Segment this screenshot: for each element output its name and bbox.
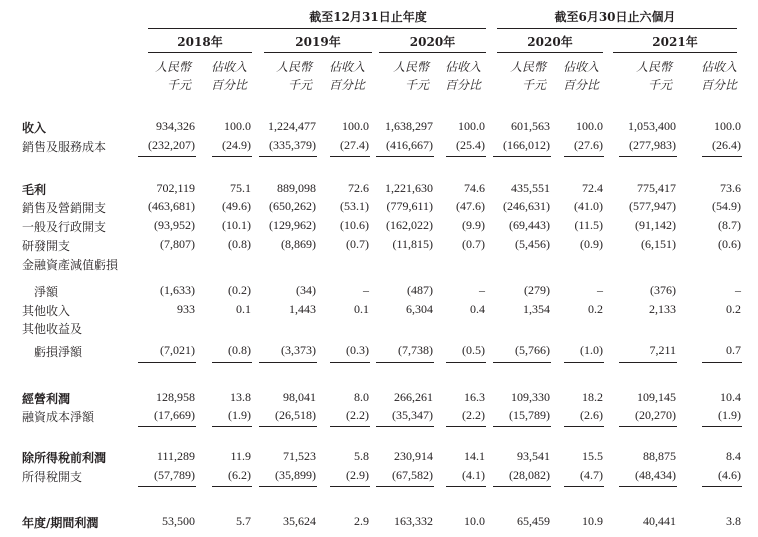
cell-amount: (93,952) [154, 218, 195, 232]
row-label: 其他收入 [22, 304, 71, 318]
cell-percent: (0.8) [228, 237, 251, 251]
cell-amount: (279) [524, 283, 550, 297]
rule-year-2020-interim [497, 52, 603, 53]
subtotal-rule [493, 362, 551, 363]
cell-percent: (26.4) [712, 138, 741, 152]
subheader-percent [197, 60, 247, 92]
subheader-rmb [141, 60, 191, 92]
subtotal-rule [619, 426, 677, 427]
subheader-percent [431, 60, 481, 92]
cell-amount: 40,441 [643, 514, 676, 528]
row-label: 融資成本淨額 [22, 410, 95, 424]
cell-percent: 100.0 [576, 119, 603, 133]
cell-percent: 0.1 [354, 302, 369, 316]
cell-amount: 111,289 [156, 449, 195, 463]
row-label: 銷售及服務成本 [22, 140, 107, 154]
cell-percent: 0.2 [726, 302, 741, 316]
cell-percent: 100.0 [714, 119, 741, 133]
cell-percent: 3.8 [726, 514, 741, 528]
subtotal-rule [376, 486, 434, 487]
subtotal-rule [212, 362, 252, 363]
cell-percent: 0.4 [470, 302, 485, 316]
cell-percent: (0.7) [462, 237, 485, 251]
row-label: 金融資產減值虧損 [22, 258, 119, 272]
cell-amount: (7,021) [160, 343, 195, 357]
cell-percent: (2.2) [346, 408, 369, 422]
cell-percent: 100.0 [342, 119, 369, 133]
cell-amount: (67,582) [392, 468, 433, 482]
cell-amount: (129,962) [269, 218, 316, 232]
cell-percent: (0.6) [718, 237, 741, 251]
cell-amount: 6,304 [406, 302, 433, 316]
cell-percent: 2.9 [354, 514, 369, 528]
cell-amount: 71,523 [283, 449, 316, 463]
header-group-interim: 截至6月30日止六個月 [554, 10, 676, 24]
subtotal-rule [259, 362, 317, 363]
subtotal-rule [702, 362, 742, 363]
cell-amount: 889,098 [277, 181, 316, 195]
rule-group-interim [497, 28, 737, 29]
cell-percent: – [363, 283, 369, 297]
cell-percent: 13.8 [230, 390, 251, 404]
cell-amount: (15,789) [509, 408, 550, 422]
cell-amount: 230,914 [394, 449, 433, 463]
cell-amount: (162,022) [386, 218, 433, 232]
cell-percent: (1.9) [718, 408, 741, 422]
cell-percent: (0.8) [228, 343, 251, 357]
cell-amount: 933 [177, 302, 195, 316]
cell-percent: (11.5) [574, 218, 603, 232]
cell-percent: (8.7) [718, 218, 741, 232]
cell-amount: (5,456) [515, 237, 550, 251]
cell-percent: 16.3 [464, 390, 485, 404]
cell-percent: 0.7 [726, 343, 741, 357]
cell-amount: (376) [650, 283, 676, 297]
cell-amount: 1,443 [289, 302, 316, 316]
subheader-line1: 人民幣 [154, 60, 191, 74]
year-2018: 2018年 [177, 35, 223, 49]
cell-amount: (5,766) [515, 343, 550, 357]
cell-percent: 8.0 [354, 390, 369, 404]
subtotal-rule [446, 362, 486, 363]
subtotal-rule [330, 486, 370, 487]
cell-amount: 109,330 [511, 390, 550, 404]
cell-amount: 128,958 [156, 390, 195, 404]
subtotal-rule [376, 362, 434, 363]
cell-percent: 10.0 [464, 514, 485, 528]
cell-amount: 35,624 [283, 514, 316, 528]
row-label: 銷售及營銷開支 [22, 201, 107, 215]
subheader-rmb [262, 60, 312, 92]
subtotal-rule [259, 426, 317, 427]
subtotal-rule [619, 156, 677, 157]
cell-percent: 14.1 [464, 449, 485, 463]
subtotal-rule [446, 486, 486, 487]
subtotal-rule [564, 486, 604, 487]
subheader-rmb [496, 60, 546, 92]
subheader-rmb [622, 60, 672, 92]
subheader-line2: 千元 [287, 78, 312, 92]
subheader-rmb [379, 60, 429, 92]
cell-percent: 75.1 [230, 181, 251, 195]
cell-percent: – [735, 283, 741, 297]
subtotal-rule [330, 426, 370, 427]
cell-amount: (487) [407, 283, 433, 297]
cell-percent: (1.0) [580, 343, 603, 357]
cell-percent: – [479, 283, 485, 297]
cell-percent: (9.9) [462, 218, 485, 232]
year-2019: 2019年 [295, 35, 341, 49]
cell-amount: 93,541 [517, 449, 550, 463]
subheader-line1: 佔收入 [562, 60, 599, 74]
cell-amount: (35,347) [392, 408, 433, 422]
cell-amount: (463,681) [148, 199, 195, 213]
subheader-line1: 佔收入 [700, 60, 737, 74]
cell-percent: (6.2) [228, 468, 251, 482]
cell-percent: (47.6) [456, 199, 485, 213]
cell-percent: (10.6) [340, 218, 369, 232]
rule-year-2018 [148, 52, 252, 53]
cell-percent: (2.9) [346, 468, 369, 482]
cell-amount: 88,875 [643, 449, 676, 463]
cell-percent: (1.9) [228, 408, 251, 422]
cell-amount: (650,262) [269, 199, 316, 213]
cell-amount: 702,119 [156, 181, 195, 195]
cell-percent: 5.7 [236, 514, 251, 528]
cell-percent: (2.2) [462, 408, 485, 422]
cell-amount: 1,638,297 [385, 119, 433, 133]
cell-amount: (335,379) [269, 138, 316, 152]
row-label: 一般及行政開支 [22, 220, 107, 234]
cell-amount: 775,417 [637, 181, 676, 195]
cell-percent: 100.0 [224, 119, 251, 133]
subtotal-rule [493, 426, 551, 427]
row-label: 收入 [22, 121, 47, 135]
subheader-line2: 百分比 [328, 78, 365, 92]
subheader-line2: 百分比 [210, 78, 247, 92]
cell-amount: (34) [296, 283, 316, 297]
cell-percent: (0.5) [462, 343, 485, 357]
cell-amount: (166,012) [503, 138, 550, 152]
row-label: 毛利 [22, 183, 47, 197]
subtotal-rule [702, 486, 742, 487]
subtotal-rule [259, 156, 317, 157]
subtotal-rule [446, 426, 486, 427]
row-label: 經營利潤 [22, 392, 71, 406]
cell-percent: (41.0) [574, 199, 603, 213]
cell-amount: (7,738) [398, 343, 433, 357]
row-label: 虧損淨額 [34, 345, 83, 359]
cell-amount: 1,053,400 [628, 119, 676, 133]
cell-amount: 1,224,477 [268, 119, 316, 133]
cell-amount: (91,142) [635, 218, 676, 232]
cell-amount: (20,270) [635, 408, 676, 422]
cell-amount: (26,518) [275, 408, 316, 422]
rule-year-2020 [379, 52, 486, 53]
cell-amount: (277,983) [629, 138, 676, 152]
cell-percent: 11.9 [230, 449, 251, 463]
subheader-percent [687, 60, 737, 92]
subheader-line1: 佔收入 [328, 60, 365, 74]
subtotal-rule [564, 156, 604, 157]
subtotal-rule [330, 362, 370, 363]
subtotal-rule [259, 486, 317, 487]
cell-amount: 2,133 [649, 302, 676, 316]
subheader-line1: 人民幣 [392, 60, 429, 74]
cell-amount: 934,326 [156, 119, 195, 133]
cell-percent: 72.6 [348, 181, 369, 195]
cell-percent: (10.1) [222, 218, 251, 232]
cell-amount: 7,211 [649, 343, 676, 357]
subtotal-rule [446, 156, 486, 157]
cell-percent: (24.9) [222, 138, 251, 152]
rule-year-2021-interim [613, 52, 737, 53]
cell-percent: 8.4 [726, 449, 741, 463]
cell-percent: (0.7) [346, 237, 369, 251]
cell-percent: (54.9) [712, 199, 741, 213]
cell-amount: (28,082) [509, 468, 550, 482]
cell-amount: (232,207) [148, 138, 195, 152]
row-label: 所得稅開支 [22, 470, 83, 484]
subheader-line1: 人民幣 [635, 60, 672, 74]
cell-amount: (6,151) [641, 237, 676, 251]
subtotal-rule [138, 362, 196, 363]
subheader-line2: 千元 [647, 78, 672, 92]
cell-amount: (69,443) [509, 218, 550, 232]
cell-percent: 0.2 [588, 302, 603, 316]
cell-amount: (3,373) [281, 343, 316, 357]
subtotal-rule [619, 362, 677, 363]
cell-amount: (577,947) [629, 199, 676, 213]
cell-percent: 18.2 [582, 390, 603, 404]
cell-percent: (25.4) [456, 138, 485, 152]
rule-year-2019 [264, 52, 372, 53]
subtotal-rule [212, 156, 252, 157]
subtotal-rule [376, 156, 434, 157]
cell-percent: 100.0 [458, 119, 485, 133]
cell-amount: (48,434) [635, 468, 676, 482]
cell-percent: 10.9 [582, 514, 603, 528]
cell-percent: (4.6) [718, 468, 741, 482]
subtotal-rule [138, 486, 196, 487]
cell-percent: (4.1) [462, 468, 485, 482]
cell-percent: 72.4 [582, 181, 603, 195]
cell-amount: (416,667) [386, 138, 433, 152]
cell-amount: (8,869) [281, 237, 316, 251]
cell-amount: (17,669) [154, 408, 195, 422]
year-2020: 2020年 [409, 35, 456, 49]
subtotal-rule [376, 426, 434, 427]
subheader-line2: 百分比 [444, 78, 481, 92]
subtotal-rule [138, 156, 196, 157]
subheader-line1: 佔收入 [444, 60, 481, 74]
header-group-annual: 截至12月31日止年度 [309, 10, 427, 24]
row-label: 研發開支 [22, 239, 71, 253]
cell-percent: 10.4 [720, 390, 741, 404]
cell-amount: 53,500 [162, 514, 195, 528]
cell-percent: (0.2) [228, 283, 251, 297]
subheader-line1: 人民幣 [509, 60, 546, 74]
cell-percent: 0.1 [236, 302, 251, 316]
cell-amount: (35,899) [275, 468, 316, 482]
subheader-line1: 人民幣 [275, 60, 312, 74]
cell-percent: (0.9) [580, 237, 603, 251]
cell-amount: (7,807) [160, 237, 195, 251]
subheader-line2: 千元 [404, 78, 429, 92]
subheader-percent [549, 60, 599, 92]
subtotal-rule [212, 486, 252, 487]
cell-amount: (11,815) [392, 237, 433, 251]
subtotal-rule [619, 486, 677, 487]
cell-amount: 601,563 [511, 119, 550, 133]
row-label: 淨額 [34, 285, 59, 299]
subheader-line2: 百分比 [562, 78, 599, 92]
cell-amount: (246,631) [503, 199, 550, 213]
cell-percent: – [597, 283, 603, 297]
year-2020-interim: 2020年 [527, 35, 573, 49]
cell-amount: 1,354 [523, 302, 550, 316]
cell-percent: (2.6) [580, 408, 603, 422]
cell-percent: (49.6) [222, 199, 251, 213]
subheader-percent [315, 60, 365, 92]
subheader-line1: 佔收入 [210, 60, 247, 74]
subtotal-rule [564, 426, 604, 427]
cell-percent: 73.6 [720, 181, 741, 195]
cell-amount: (779,611) [386, 199, 433, 213]
subtotal-rule [138, 426, 196, 427]
subheader-line2: 千元 [166, 78, 191, 92]
cell-percent: 74.6 [464, 181, 485, 195]
cell-amount: 266,261 [394, 390, 433, 404]
cell-percent: 15.5 [582, 449, 603, 463]
cell-amount: 65,459 [517, 514, 550, 528]
subtotal-rule [330, 156, 370, 157]
subheader-line2: 百分比 [700, 78, 737, 92]
cell-amount: (1,633) [160, 283, 195, 297]
cell-percent: (0.3) [346, 343, 369, 357]
subtotal-rule [564, 362, 604, 363]
year-2021-interim: 2021年 [652, 35, 698, 49]
cell-percent: (53.1) [340, 199, 369, 213]
cell-amount: 1,221,630 [385, 181, 433, 195]
subtotal-rule [702, 426, 742, 427]
subtotal-rule [493, 486, 551, 487]
cell-percent: (4.7) [580, 468, 603, 482]
subtotal-rule [493, 156, 551, 157]
cell-percent: 5.8 [354, 449, 369, 463]
row-label: 年度/期間利潤 [22, 516, 99, 530]
cell-amount: (57,789) [154, 468, 195, 482]
cell-amount: 435,551 [511, 181, 550, 195]
subtotal-rule [702, 156, 742, 157]
cell-percent: (27.6) [574, 138, 603, 152]
subtotal-rule [212, 426, 252, 427]
rule-group-annual [148, 28, 486, 29]
cell-amount: 163,332 [394, 514, 433, 528]
subheader-line2: 千元 [521, 78, 546, 92]
cell-amount: 98,041 [283, 390, 316, 404]
row-label: 其他收益及 [22, 322, 83, 336]
cell-amount: 109,145 [637, 390, 676, 404]
row-label: 除所得稅前利潤 [22, 451, 107, 465]
cell-percent: (27.4) [340, 138, 369, 152]
